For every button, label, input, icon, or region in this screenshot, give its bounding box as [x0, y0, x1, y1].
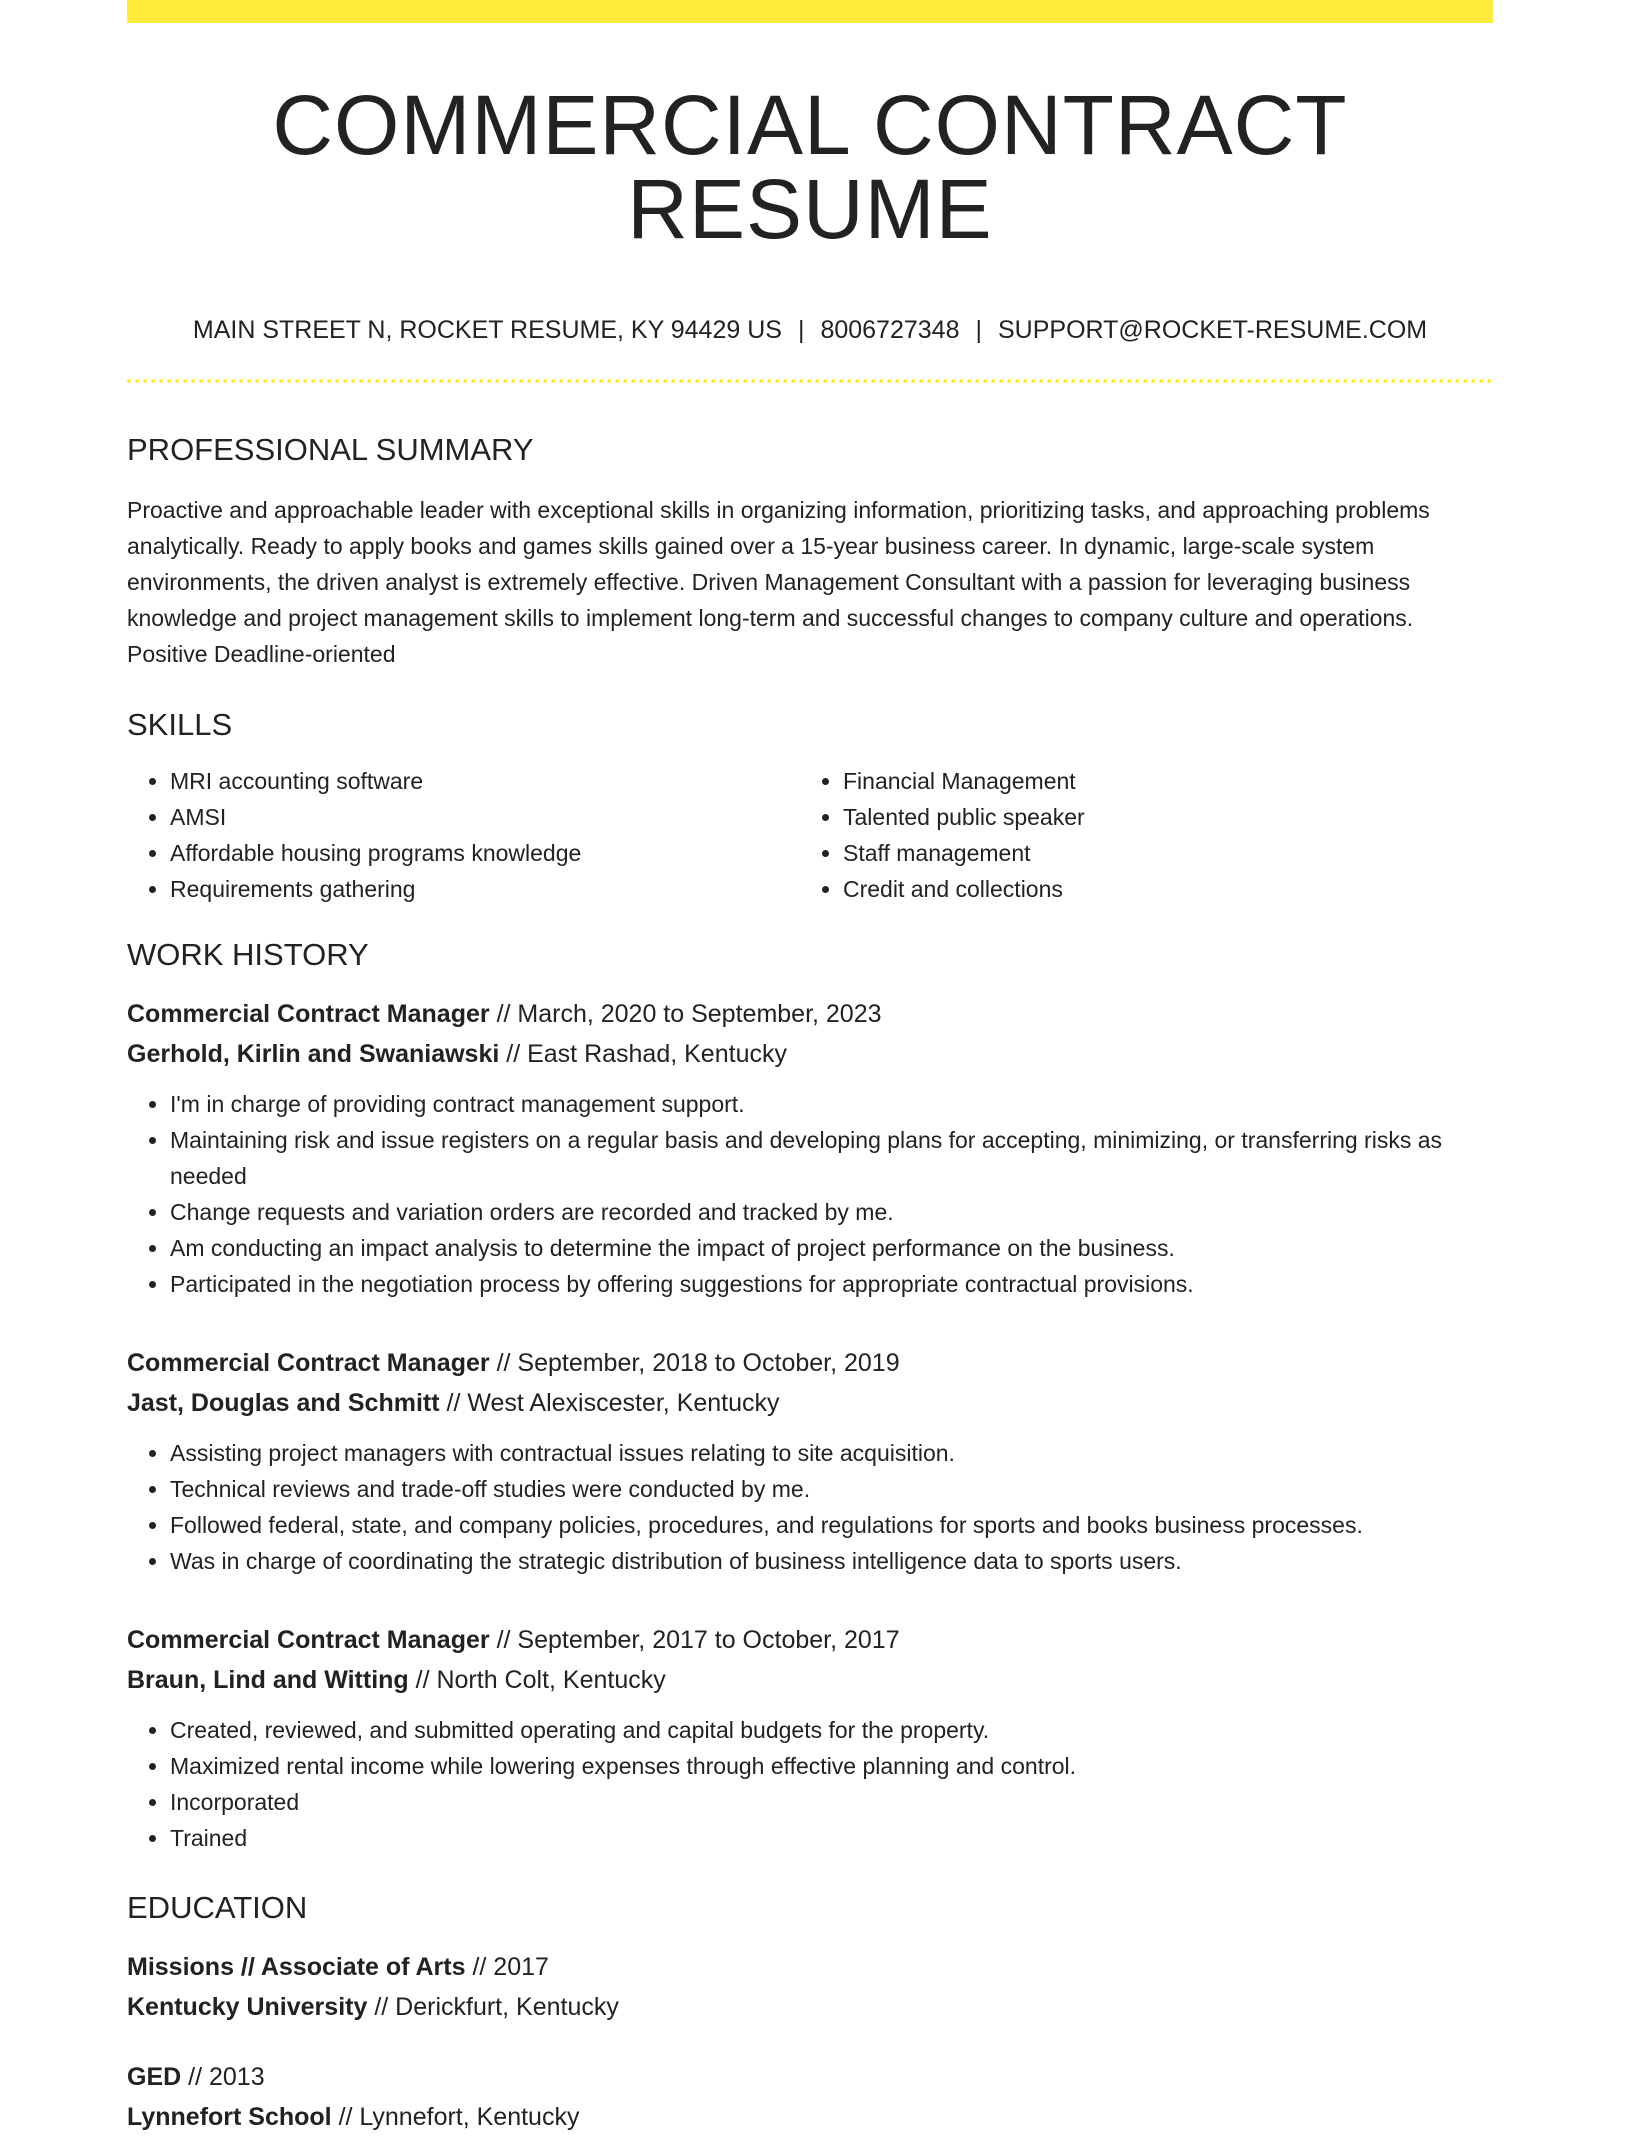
work-history-heading: WORK HISTORY [127, 937, 369, 972]
job-company: Gerhold, Kirlin and Swaniawski [127, 1040, 500, 1068]
education-school-line [127, 2097, 1493, 2137]
job-bullet: • Maximized rental income while lowering expenses through effective planning and control. [170, 1748, 1493, 1784]
resume-title: COMMERCIAL CONTRACT RESUME [272, 78, 1348, 256]
education-location: // Derickfurt, Kentucky [374, 1993, 619, 2021]
job-title-line [127, 1620, 1493, 1660]
education-school-line [127, 1987, 1493, 2027]
job-company-line [127, 1034, 1493, 1074]
job-entry [127, 1620, 1493, 1856]
skill-item: • Financial Management [843, 763, 1473, 799]
contact-phone: 8006727348 [820, 316, 960, 344]
skill-item: • MRI accounting software [170, 763, 800, 799]
education-entry [127, 1947, 1493, 2027]
education-location: // Lynnefort, Kentucky [338, 2103, 580, 2131]
job-bullet: • Technical reviews and trade-off studies were conducted by me. [170, 1471, 1493, 1507]
job-bullets [127, 1086, 1493, 1302]
job-bullet: • Participated in the negotiation process by offering suggestions for appropriate contractual provisions. [170, 1266, 1493, 1302]
job-role: Commercial Contract Manager [127, 1349, 490, 1377]
accent-bar [127, 0, 1493, 23]
job-company-line [127, 1383, 1493, 1423]
contact-separator: | [975, 316, 982, 344]
skill-item: • Affordable housing programs knowledge [170, 835, 800, 871]
job-dates: // September, 2018 to October, 2019 [496, 1349, 900, 1377]
job-company-line [127, 1660, 1493, 1700]
education-degree: Missions // Associate of Arts [127, 1953, 466, 1981]
job-title-line [127, 994, 1493, 1034]
contact-line [127, 318, 1493, 343]
education-entry [127, 2057, 1493, 2137]
education-degree: GED [127, 2063, 182, 2091]
job-title-line [127, 1343, 1493, 1383]
education-year: // 2013 [188, 2063, 265, 2091]
job-bullets [127, 1435, 1493, 1579]
education-degree-line [127, 2057, 1493, 2097]
job-role: Commercial Contract Manager [127, 1626, 490, 1654]
contact-address: MAIN STREET N, ROCKET RESUME, KY 94429 US [192, 316, 782, 344]
skills-heading: SKILLS [127, 707, 233, 742]
education-degree-line [127, 1947, 1493, 1987]
job-bullets [127, 1712, 1493, 1856]
skills-grid [127, 763, 1493, 907]
summary-text: Proactive and approachable leader with exceptional skills in organizing information, prioritizing tasks, and approaching problems analytically. Ready to apply books and games skills gained over a 15-year business career. In dynamic, large-scale system environments, the driven analyst is extremely effective. Driven Management Consultant with a passion for leveraging business knowledge and project management skills to implement long-term and successful changes to company culture and operations. Positive Deadline-oriented [127, 497, 1430, 667]
skill-item: • Requirements gathering [170, 871, 800, 907]
job-bullet: • I'm in charge of providing contract management support. [170, 1086, 1493, 1122]
job-bullet: • Created, reviewed, and submitted operating and capital budgets for the property. [170, 1712, 1493, 1748]
summary-heading: PROFESSIONAL SUMMARY [127, 432, 534, 467]
job-bullet: • Incorporated [170, 1784, 1493, 1820]
job-bullet: • Maintaining risk and issue registers on a regular basis and developing plans for accepting, minimizing, or transferring risks as needed [170, 1122, 1493, 1194]
dotted-divider [127, 379, 1493, 383]
job-bullet: • Followed federal, state, and company policies, procedures, and regulations for sports and books business processes. [170, 1507, 1493, 1543]
job-location: // West Alexiscester, Kentucky [446, 1389, 780, 1417]
job-entry [127, 994, 1493, 1302]
job-location: // North Colt, Kentucky [415, 1666, 666, 1694]
job-bullet: • Trained [170, 1820, 1493, 1856]
job-entry [127, 1343, 1493, 1579]
skills-list-right [800, 763, 1473, 907]
job-location: // East Rashad, Kentucky [506, 1040, 787, 1068]
skill-item: • AMSI [170, 799, 800, 835]
contact-email: SUPPORT@ROCKET-RESUME.COM [997, 316, 1428, 344]
job-dates: // March, 2020 to September, 2023 [496, 1000, 882, 1028]
skill-item: • Staff management [843, 835, 1473, 871]
job-role: Commercial Contract Manager [127, 1000, 490, 1028]
job-company: Jast, Douglas and Schmitt [127, 1389, 440, 1417]
contact-separator: | [797, 316, 805, 344]
job-bullet: • Was in charge of coordinating the strategic distribution of business intelligence data to sports users. [170, 1543, 1493, 1579]
job-company: Braun, Lind and Witting [127, 1666, 409, 1694]
resume-page [127, 0, 1493, 2137]
job-dates: // September, 2017 to October, 2017 [496, 1626, 900, 1654]
job-bullet: • Am conducting an impact analysis to determine the impact of project performance on the business. [170, 1230, 1493, 1266]
skills-list-left [127, 763, 800, 907]
skill-item: • Credit and collections [843, 871, 1473, 907]
job-bullet: • Assisting project managers with contractual issues relating to site acquisition. [170, 1435, 1493, 1471]
job-bullet: • Change requests and variation orders are recorded and tracked by me. [170, 1194, 1493, 1230]
skill-item: • Talented public speaker [843, 799, 1473, 835]
education-heading: EDUCATION [127, 1890, 308, 1925]
education-year: // 2017 [472, 1953, 549, 1981]
education-school: Kentucky University [127, 1993, 368, 2021]
education-school: Lynnefort School [127, 2103, 332, 2131]
